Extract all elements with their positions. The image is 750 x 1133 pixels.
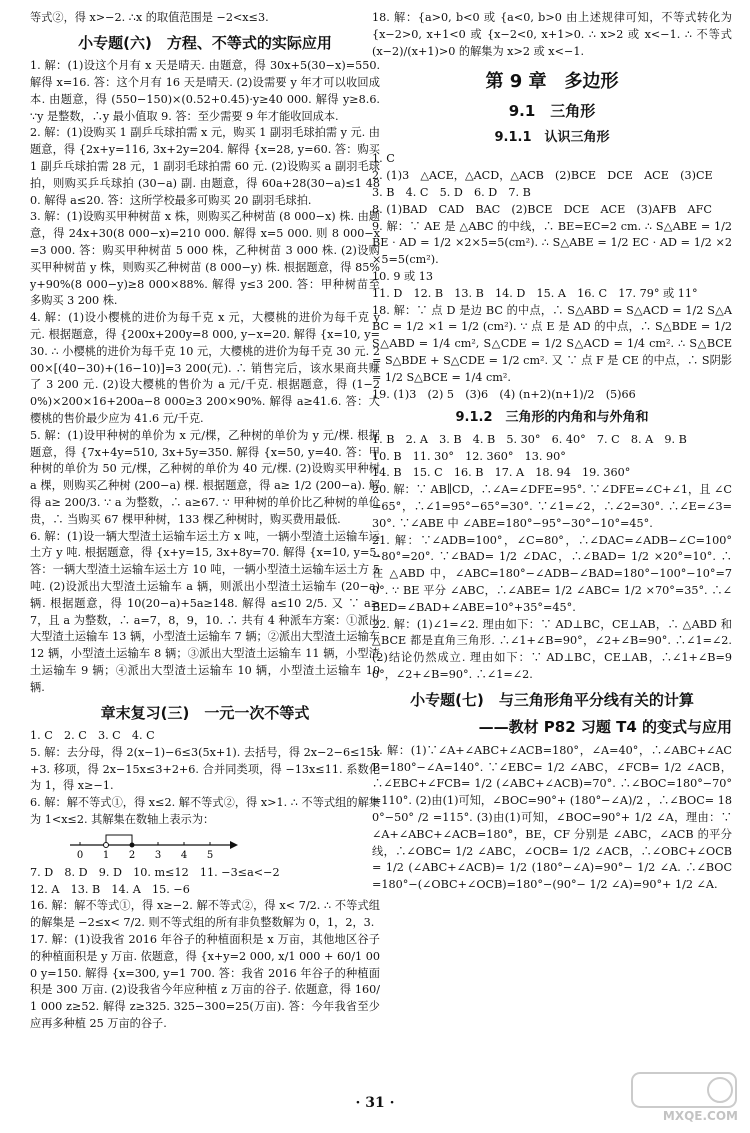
number-line-tick-label: 0 xyxy=(76,849,84,861)
answer-paragraph: 10. B 11. 30° 12. 360° 13. 90° xyxy=(372,449,566,463)
topic-heading: 小专题(七) 与三角形角平分线有关的计算 xyxy=(410,690,694,709)
subsection-heading: 9.1.2 三角形的内角和与外角和 xyxy=(455,410,649,426)
answer-paragraph: 2. 解：(1)设购买 1 副乒乓球拍需 x 元，购买 1 副羽毛球拍需 y 元. 由题意，得 {2x+y=116, 3x+2y=204. 解得 {x=28, y=60. 答：购买 1 副乒乓球拍需 28 元，1 副羽毛球拍需 60 元. (2)设购买 a 副羽毛球拍，则购买乒乓球拍 (30−a) 副. 由题意，得 60a+28(30−a)≤1 480. 解得 a≤20. 答：这所学校最多可购买 20 副羽毛球拍. xyxy=(30,126,380,207)
number-line-tick-label: 5 xyxy=(206,849,214,861)
answer-paragraph: 6. 解：(1)设一辆大型渣土运输车运土方 x 吨，一辆小型渣土运输车运土方 y 吨. 根据题意，得 {x+y=15, 3x+8y=70. 解得 {x=10, y=5. 答：一辆大型渣土运输车运土方 10 吨，一辆小型渣土运输车运土方 5 吨. (2)设派出大型渣土运输车 a 辆，则派出小型渣土运输车 (20−a) 辆. 根据题意，得 10(20−a)+5a≥148. 解得 a≤10 2/5. 又 ∵ a≥7，且 a 为整数，∴ a=7，8，9，10. ∴ 共有 4 种派车方案：①派出大型渣土运输车 13 辆，小型渣土运输车 7 辆；②派出大型渣土运输车 12 辆，小型渣土运输车 8 辆；③派出大型渣土运输车 11 辆，小型渣土运输车 9 辆；④派出大型渣土运输车 10 辆，小型渣土运输车 10 辆. xyxy=(30,529,380,694)
number-line xyxy=(70,833,380,861)
answer-paragraph: 16. 解：解不等式①，得 x≥−2. 解不等式②，得 x< 7/2. ∴ 不等式组的解集是 −2≤x< 7/2. 则不等式组的所有非负整数解为 0，1，2，3. xyxy=(30,899,380,930)
page-number: · 31 · xyxy=(355,1095,395,1111)
number-line-tick-label: 4 xyxy=(180,849,188,861)
answer-paragraph: 等式②，得 x>−2. ∴x 的取值范围是 −2<x≤3. xyxy=(30,11,269,24)
answer-paragraph: 5. 解：去分母，得 2(x−1)−6≤3(5x+1). 去括号，得 2x−2−6≤15x+3. 移项，得 2x−15x≤3+2+6. 合并同类项，得 −13x≤11. 系数化为 1，得 x≥−1. xyxy=(30,745,380,793)
answer-paragraph: 1. C xyxy=(372,152,395,166)
answer-paragraph: 1. 解：(1)∵∠A+∠ABC+∠ACB=180°，∠A=40°，∴∠ABC+∠ACB=180°−∠A=140°. ∵∠EBC= 1/2 ∠ABC，∠FCB= 1/2 ∠ACB，∴∠EBC+∠FCB= 1/2 (∠ABC+∠ACB)=70°. ∴∠BOC=180°−70°=110°. (2)由(1)可知，∠BOC=90°+ (180°−∠A)/2 ，∴∠BOC= 180°−50° /2 =115°. (3)由(1)可知，∠BOC=90°+ 1/2 ∠A，理由：∵∠A+∠ABC+∠ACB=180°，BE，CF 分别是 ∠ABC，∠ACB 的平分线，∴∠OBC= 1/2 ∠ABC，∠OCB= 1/2 ∠ACB，∴∠OBC+∠OCB= 1/2 (∠ABC+∠ACB)= 1/2 (180°−∠A)=90°− 1/2 ∠A. ∴∠BOC=180°−(∠OBC+∠OCB)=180°−(90°− 1/2 ∠A)=90°+ 1/2 ∠A. xyxy=(372,743,732,892)
number-line-graphic xyxy=(70,833,240,861)
solution-interval xyxy=(106,835,132,845)
topic-subheading: ——教材 P82 习题 T4 的变式与应用 xyxy=(478,718,732,737)
answer-paragraph: 20. 解：∵ AB∥CD，∴∠A=∠DFE=95°. ∵∠DFE=∠C+∠1，且 ∠C=65°，∴∠1=95°−65°=30°. ∵∠1=∠2，∴∠2=30°. ∴∠E=∠3=30°. ∵∠ABE 中 ∠ABE=180°−95°−30°−10°=45°. xyxy=(372,483,732,530)
topic-heading: 章末复习(三) 一元一次不等式 xyxy=(100,703,310,722)
section-heading: 9.1 三角形 xyxy=(508,102,596,121)
answer-paragraph: 1. 解：(1)设这个月有 x 天是晴天. 由题意，得 30x+5(30−x)=550. 解得 x=16. 答：这个月有 16 天是晴天. (2)设需要 y 年才可以收回成本. 由题意，得 (550−150)×(0.52+0.45)·y≥40 000. 解得 y≥8.6. ∵y 是整数，∴y 最小值取 9. 答：至少需要 9 年才能收回成本. xyxy=(30,59,380,123)
number-line-arrow-icon xyxy=(230,841,238,849)
open-endpoint xyxy=(104,842,109,847)
answer-paragraph: 3. B 4. C 5. D 6. D 7. B xyxy=(372,185,531,199)
answer-paragraph: 17. 解：(1)设我省 2016 年谷子的种植面积是 x 万亩，其他地区谷子的种植面积是 y 万亩. 依题意，得 {x+y=2 000, x/1 000 + 60/1 000 y=150. 解得 {x=300, y=1 700. 答：我省 2016 年谷子的种植面积是 300 万亩. (2)设我省今年应种植 z 万亩的谷子. 依题意，得 160/1 000 z≥52. 解得 z≥325. 325−300=25(万亩). 答：今年我省至少应再多种植 25 万亩的谷子. xyxy=(30,933,380,1031)
answer-paragraph: 8. (1)BAD CAD BAC (2)BCE DCE ACE (3)AFB AFC xyxy=(372,202,712,216)
answer-paragraph: 5. 解：(1)设甲种树的单价为 x 元/棵，乙种树的单价为 y 元/棵. 根据题意，得 {7x+4y=510, 3x+5y=350. 解得 {x=50, y=40. 答：甲种树的单价为 50 元/棵，乙种树的单价为 40 元/棵. (2)设购买甲种树 a 棵，则购买乙种树 (200−a) 棵. 根据题意，得 a≥ 1/2 (200−a). 解得 a≥ 200/3. ∵ a 为整数，∴ a≥67. ∵ 甲种树的单价比乙种树的单价贵，∴ 当购买 67 棵甲种树，133 棵乙种树时，购买费用最低. xyxy=(30,428,380,526)
answer-paragraph: 3. 解：(1)设购买甲种树苗 x 株，则购买乙种树苗 (8 000−x) 株. 由题意，得 24x+30(8 000−x)=210 000. 解得 x=5 000. 则 8 000−x=3 000. 答：购买甲种树苗 5 000 株，乙种树苗 3 000 株. (2)设购买甲种树苗 y 株，则购买乙种树苗 (8 000−y) 株. 根据题意，得 85%y+90%(8 000−y)≥8 000×88%. 解得 y≤3 200. 答：甲种树苗至多购买 3 200 株. xyxy=(30,210,380,308)
answer-paragraph: 7. D 8. D 9. D 10. m≤12 11. −3≤a<−2 xyxy=(30,865,280,879)
watermark-text: MXQE.COM xyxy=(662,1109,738,1123)
answer-paragraph: 6. 解：解不等式①，得 x≤2. 解不等式②，得 x>1. ∴ 不等式组的解集为 1<x≤2. 其解集在数轴上表示为： xyxy=(30,796,380,827)
left-column xyxy=(30,10,380,1033)
answer-paragraph: 22. 解：(1)∠1=∠2. 理由如下：∵ AD⊥BC，CE⊥AB，∴ △ABD 和 △BCE 都是直角三角形. ∴∠1+∠B=90°，∠2+∠B=90°. ∴∠1=∠2. (2)结论仍然成立. 理由如下：∵ AD⊥BC，CE⊥AB，∴∠1+∠B=90°，∠2+∠B=90°. ∴∠1=∠2. xyxy=(372,617,732,681)
answer-paragraph: 1. C 2. C 3. C 4. C xyxy=(30,729,155,743)
answer-paragraph: 1. B 2. A 3. B 4. B 5. 30° 6. 40° 7. C 8. A 9. B xyxy=(372,432,687,446)
answer-paragraph: 21. 解：∵∠ADB=100°，∠C=80°，∴∠DAC=∠ADB−∠C=100°−80°=20°. ∵∠BAD= 1/2 ∠DAC，∴∠BAD= 1/2 ×20°=10°. ∴ 在 △ABD 中，∠ABC=180°−∠ADB−∠BAD=180°−100°−10°=70°. ∵ BE 平分 ∠ABC，∴∠ABE= 1/2 ∠ABC= 1/2 ×70°=35°. ∴∠BED=∠BAD+∠ABE=10°+35°=45°. xyxy=(372,533,732,614)
subsection-heading: 9.1.1 认识三角形 xyxy=(494,129,610,145)
answer-paragraph: 18. 解：∵ 点 D 是边 BC 的中点，∴ S△ABD = S△ACD = 1/2 S△ABC = 1/2 ×1 = 1/2 (cm²). ∵ 点 E 是 AD 的中点，∴ S△BDE = 1/2 S△ABD = 1/4 cm², S△CDE = 1/2 S△ACD = 1/4 cm². ∴ S△BCE = S△BDE + S△CDE = 1/2 cm². 又 ∵ 点 F 是 CE 的中点，∴ S阴影 = 1/2 S△BCE = 1/4 cm². xyxy=(372,303,732,384)
answer-paragraph: 11. D 12. B 13. B 14. D 15. A 16. C 17. 79° 或 11° xyxy=(372,286,698,300)
number-line-tick-label: 3 xyxy=(154,849,162,861)
answer-paragraph: 18. 解：{a>0, b<0 或 {a<0, b>0 由上述规律可知，不等式转化为 {x−2>0, x+1<0 或 {x−2<0, x+1>0. ∴ x>2 或 x<−1. ∴ 不等式 (x−2)/(x+1)>0 的解集为 x>2 或 x<−1. xyxy=(372,11,732,58)
answer-paragraph: 4. 解：(1)设小樱桃的进价为每千克 x 元，大樱桃的进价为每千克 y 元. 根据题意，得 {200x+200y=8 000, y−x=20. 解得 {x=10, y=30. ∴ 小樱桃的进价为每千克 10 元，大樱桃的进价为每千克 30 元. 200×[(40−30)+(16−10)]=3 200(元). ∴ 销售完后，该水果商共赚了 3 200 元. (2)设大樱桃的售价为 a 元/千克. 根据题意，得 (1−20%)×200×16+200a−8 000≥3 200×90%. 解得 a≥41.6. 答：大樱桃的售价最少应为 41.6 元/千克. xyxy=(30,311,380,426)
number-line-tick-label: 2 xyxy=(128,849,136,861)
answer-paragraph: 19. (1)3 (2) 5 (3)6 (4) (n+2)(n+1)/2 (5)66 xyxy=(372,387,636,401)
answer-paragraph: 12. A 13. B 14. A 15. −6 xyxy=(30,882,190,896)
watermark xyxy=(624,1067,744,1127)
closed-endpoint xyxy=(130,842,135,847)
chapter-heading: 第 9 章 多边形 xyxy=(485,71,619,93)
number-line-tick-label: 1 xyxy=(102,849,110,861)
answer-paragraph: 9. 解：∵ AE 是 △ABC 的中线，∴ BE=EC=2 cm. ∴ S△ABE = 1/2 BE · AD = 1/2 ×2×5=5(cm²). ∴ S△ABE = 1/2 EC · AD = 1/2 ×2×5=5(cm²). xyxy=(372,219,732,267)
answer-paragraph: 14. B 15. C 16. B 17. A 18. 94 19. 360° xyxy=(372,466,631,480)
answer-paragraph: 10. 9 或 13 xyxy=(372,269,434,283)
topic-heading: 小专题(六) 方程、不等式的实际应用 xyxy=(78,33,332,52)
right-column xyxy=(372,10,732,894)
answer-paragraph: 2. (1)3 △ACE，△ACD，△ACB (2)BCE DCE ACE (3)CE xyxy=(372,169,713,183)
